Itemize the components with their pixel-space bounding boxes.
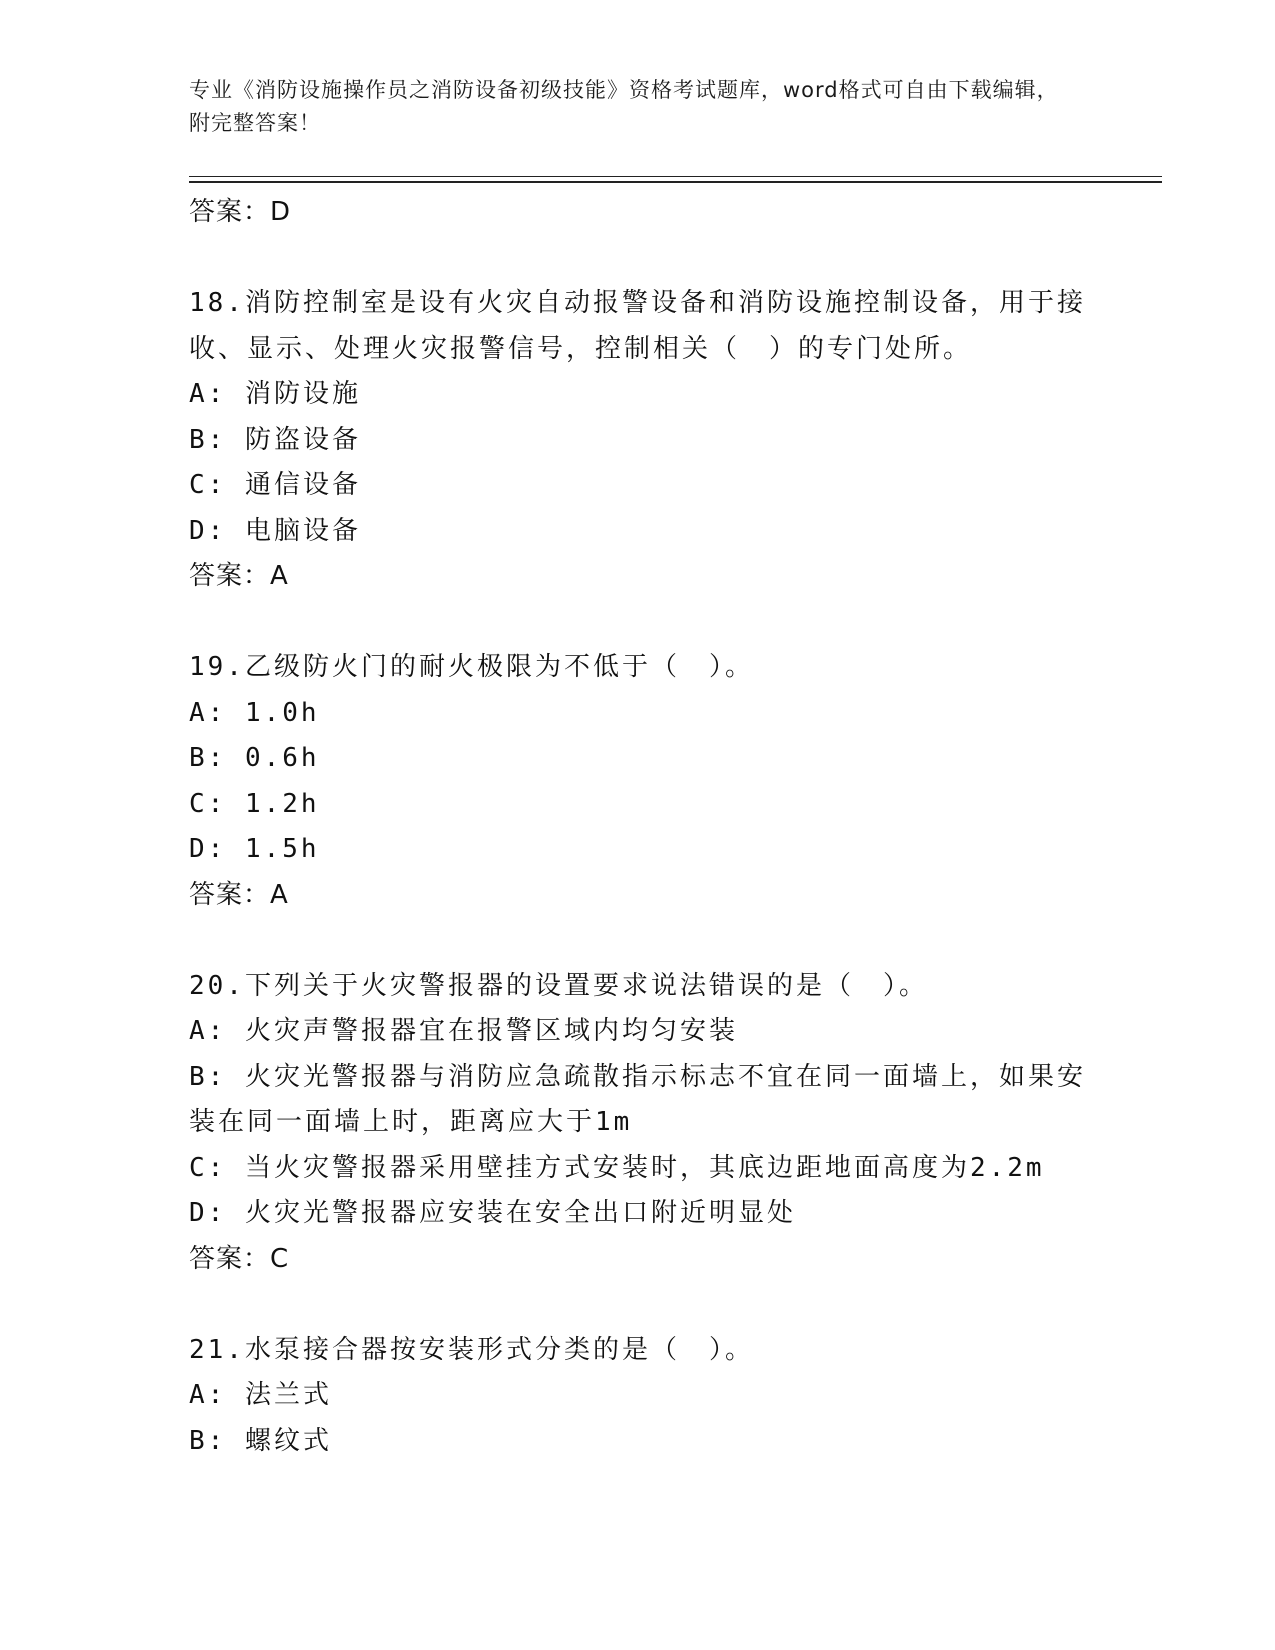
question-18-stem-line-1: 18.消防控制室是设有火灾自动报警设备和消防设施控制设备，用于接 <box>189 288 1086 318</box>
question-19-answer: 答案：A <box>189 879 289 910</box>
header-divider-thin <box>189 176 1162 177</box>
answer-17: 答案：D <box>189 197 292 227</box>
question-19-option-c: C: 1.2h <box>189 788 320 819</box>
question-content <box>189 190 1089 1464</box>
question-18 <box>189 281 1089 600</box>
header-divider-thick <box>189 181 1162 183</box>
question-20 <box>189 964 1089 1283</box>
question-20-option-a: A: 火灾声警报器宜在报警区域内均匀安装 <box>189 1016 738 1046</box>
question-19-option-b: B: 0.6h <box>189 743 320 773</box>
question-21 <box>189 1328 1089 1465</box>
question-18-stem-line-2: 收、显示、处理火灾报警信号，控制相关（ ）的专门处所。 <box>189 333 973 364</box>
question-18-option-b: B: 防盗设备 <box>189 424 361 455</box>
question-19-stem: 19.乙级防火门的耐火极限为不低于（ ）。 <box>189 652 754 682</box>
question-18-option-c: C: 通信设备 <box>189 470 361 500</box>
question-19 <box>189 645 1089 918</box>
question-20-option-c: C: 当火灾警报器采用壁挂方式安装时，其底边距地面高度为2.2m <box>189 1152 1045 1183</box>
question-18-option-a: A: 消防设施 <box>189 379 361 409</box>
question-20-option-d: D: 火灾光警报器应安装在安全出口附近明显处 <box>189 1198 796 1228</box>
question-21-stem: 21.水泵接合器按安装形式分类的是（ ）。 <box>189 1334 754 1365</box>
question-20-stem: 20.下列关于火灾警报器的设置要求说法错误的是（ ）。 <box>189 970 928 1001</box>
question-19-option-a: A: 1.0h <box>189 697 320 728</box>
question-21-option-b: B: 螺纹式 <box>189 1425 332 1456</box>
question-18-option-d: D: 电脑设备 <box>189 515 361 546</box>
question-19-option-d: D: 1.5h <box>189 834 320 864</box>
question-20-option-b-line-2: 装在同一面墙上时，距离应大于1m <box>189 1107 633 1137</box>
question-18-answer: 答案：A <box>189 561 289 591</box>
question-21-option-a: A: 法兰式 <box>189 1380 332 1410</box>
question-20-option-b-line-1: B: 火灾光警报器与消防应急疏散指示标志不宜在同一面墙上，如果安 <box>189 1061 1086 1092</box>
document-header: 专业《消防设施操作员之消防设备初级技能》资格考试题库，word格式可自由下载编辑，附完整答案！ <box>189 78 1059 135</box>
question-20-answer: 答案：C <box>189 1243 290 1274</box>
